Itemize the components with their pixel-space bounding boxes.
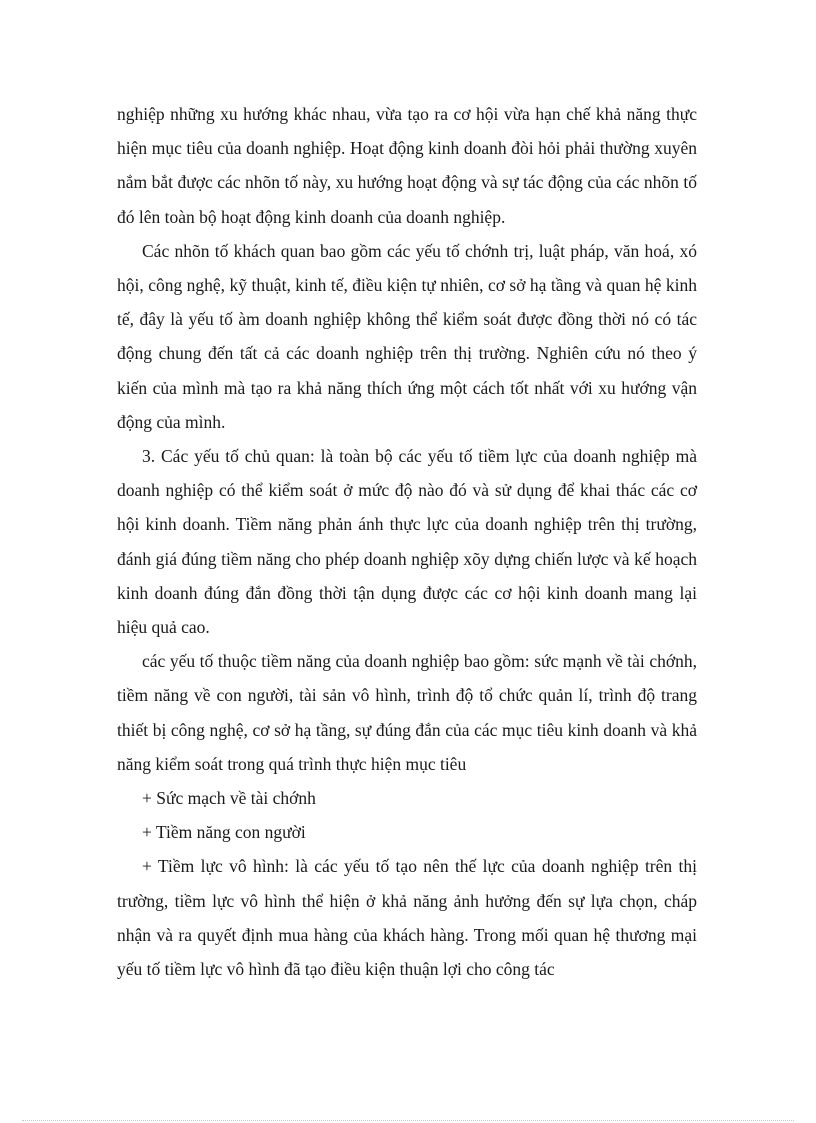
page-bottom-divider — [22, 1120, 794, 1121]
document-body — [117, 97, 697, 986]
list-item-intangible-potential: + Tiềm lực vô hình: là các yếu tố tạo nên thế lực của doanh nghiệp trên thị trường, tiềm lực vô hình thể hiện ở khả năng ảnh hưởng đến sự lựa chọn, cháp nhận và ra quyết định mua hàng của khách hàng. Trong mối quan hệ thương mại yếu tố tiềm lực vô hình đã tạo điều kiện thuận lợi cho công tác — [117, 856, 697, 980]
paragraph-potential-factors: các yếu tố thuộc tiềm năng của doanh nghiệp bao gồm: sức mạnh về tài chớnh, tiềm năng về con người, tài sản vô hình, trình độ tổ chức quản lí, trình độ trang thiết bị công nghệ, cơ sở hạ tầng, sự đúng đắn của các mục tiêu kinh doanh và khả năng kiểm soát trong quá trình thực hiện mục tiêu — [117, 651, 697, 774]
paragraph-continuation: nghiệp những xu hướng khác nhau, vừa tạo ra cơ hội vừa hạn chế khả năng thực hiện mục tiêu của doanh nghiệp. Hoạt động kinh doanh đòi hỏi phải thường xuyên nắm bắt được các nhõn tố này, xu hướng hoạt động và sự tác động của các nhõn tố đó lên toàn bộ hoạt động kinh doanh của doanh nghiệp. — [117, 104, 697, 227]
list-item-financial-strength: + Sức mạch về tài chớnh — [142, 788, 316, 809]
list-item-human-potential: + Tiềm năng con người — [142, 822, 306, 843]
paragraph-subjective-factors: 3. Các yếu tố chủ quan: là toàn bộ các yếu tố tiềm lực của doanh nghiệp mà doanh nghiệp có thể kiểm soát ở mức độ nào đó và sử dụng để khai thác các cơ hội kinh doanh. Tiềm năng phản ánh thực lực của doanh nghiệp trên thị trường, đánh giá đúng tiềm năng cho phép doanh nghiệp xõy dựng chiến lược và kế hoạch kinh doanh đúng đắn đồng thời tận dụng được các cơ hội kinh doanh mang lại hiệu quả cao. — [117, 446, 697, 638]
paragraph-objective-factors: Các nhõn tố khách quan bao gồm các yếu tố chớnh trị, luật pháp, văn hoá, xó hội, công nghệ, kỹ thuật, kinh tế, điều kiện tự nhiên, cơ sở hạ tầng và quan hệ kinh tế, đây là yếu tố àm doanh nghiệp không thể kiểm soát được đồng thời nó có tác động chung đến tất cả các doanh nghiệp trên thị trường. Nghiên cứu nó theo ý kiến của mình mà tạo ra khả năng thích ứng một cách tốt nhất với xu hướng vận động của mình. — [117, 240, 697, 432]
